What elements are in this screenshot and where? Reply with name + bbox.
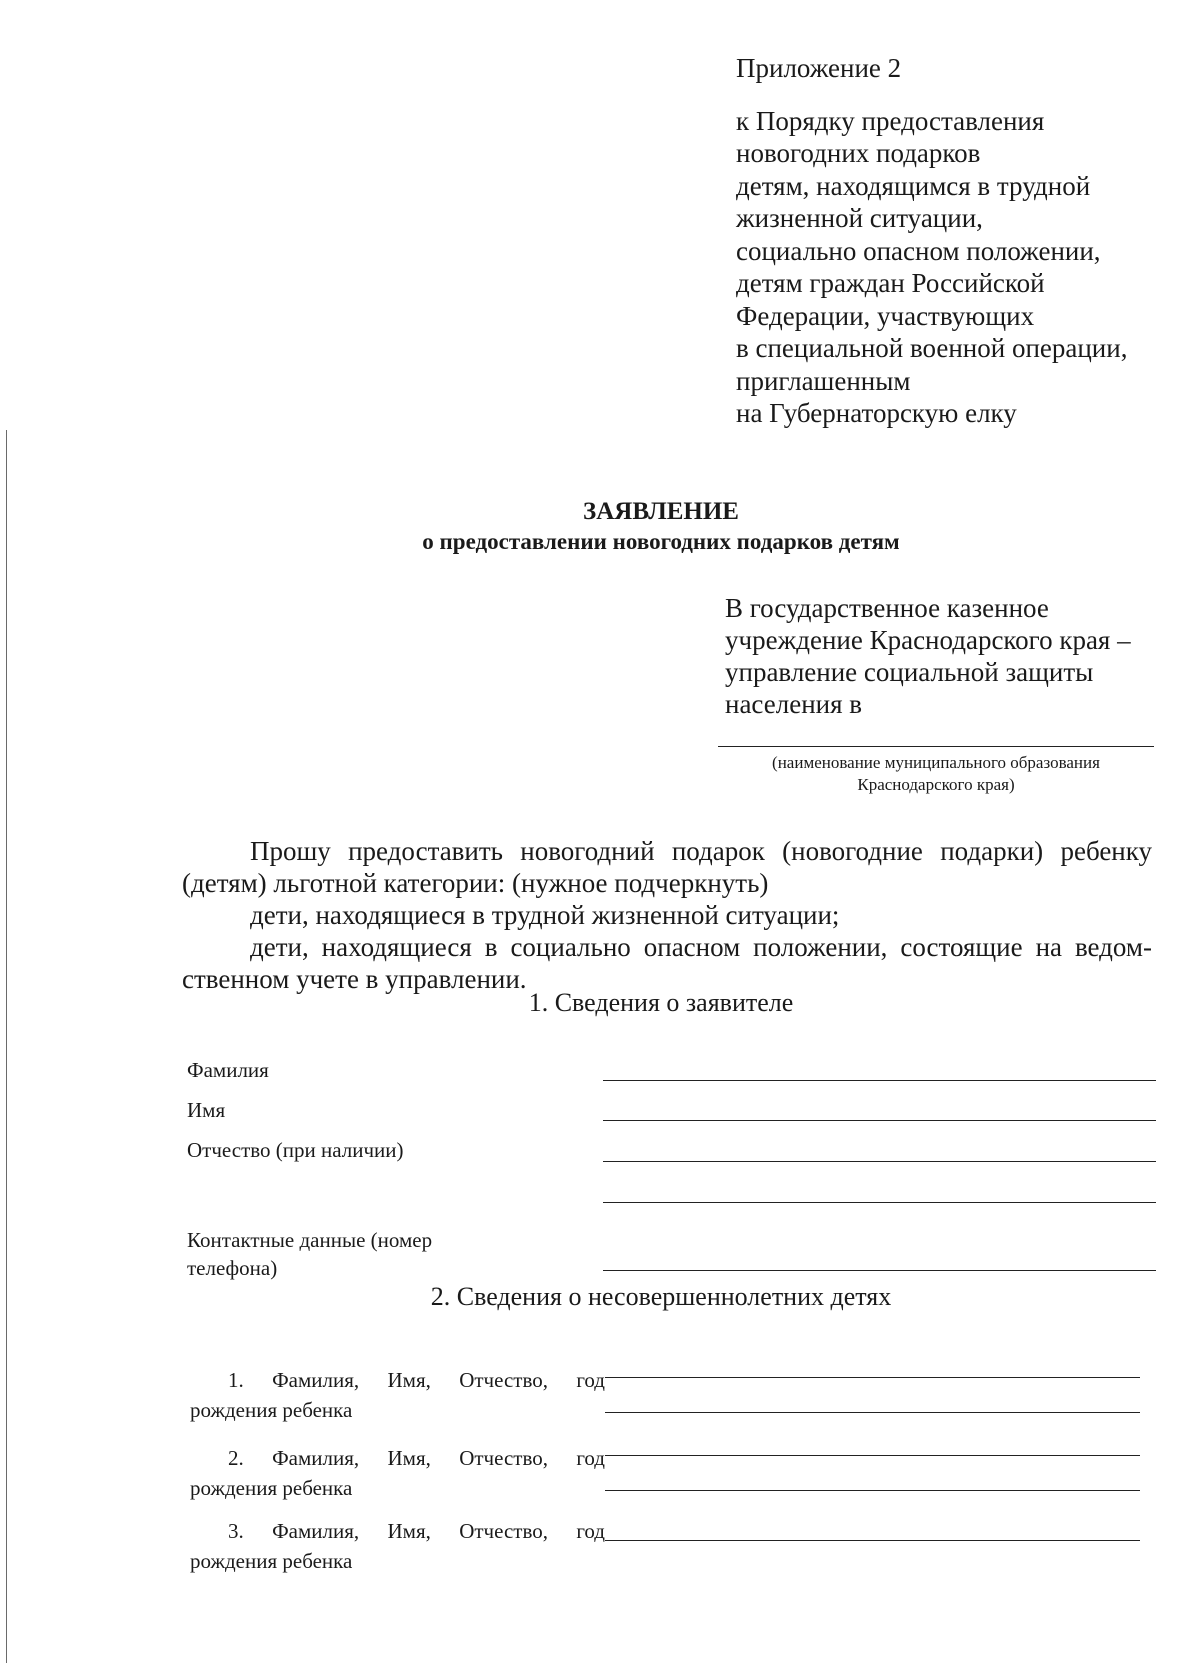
contact-label-line: Контактные данные (номер [187, 1228, 433, 1252]
name-label: Имя [187, 1098, 226, 1122]
annex-line: детям граждан Российской [736, 268, 1045, 298]
annex-line: к Порядку предоставления [736, 105, 1045, 136]
patronymic-input-line[interactable] [603, 1161, 1156, 1162]
annex-line: на Губернаторскую елку [736, 398, 1017, 428]
annex-number: Приложение 2 [736, 53, 902, 83]
category-option-difficult-situation[interactable]: дети, находящиеся в трудной жизненной ситуации; [250, 900, 840, 930]
annex-line: в специальной военной операции, [736, 333, 1128, 363]
caption-line: (наименование муниципального образования [772, 753, 1100, 772]
extra-input-line[interactable] [603, 1202, 1156, 1203]
annex-line: приглашенным [736, 365, 911, 396]
surname-input-line[interactable] [603, 1080, 1156, 1081]
document-title: ЗАЯВЛЕНИЕ [583, 498, 739, 525]
scan-edge-line [6, 430, 7, 1663]
caption-line: Краснодарского края) [857, 775, 1015, 794]
addressee-line: учреждение Краснодарского края – [725, 625, 1131, 655]
child-label-first: 2. Фамилия, Имя, Отчество, год [228, 1446, 605, 1470]
section2-heading: 2. Сведения о несовершеннолетних детях [430, 1282, 892, 1311]
section1-heading: 1. Сведения о заявителе [528, 988, 794, 1017]
annex-line: Федерации, участвующих [736, 300, 1035, 331]
addressee-line: населения в [725, 689, 863, 719]
annex-block [736, 52, 1176, 430]
contact-input-line[interactable] [603, 1270, 1156, 1271]
child-1-label [190, 1365, 605, 1425]
child-2-input-line[interactable] [605, 1455, 1140, 1456]
child-3-label [190, 1516, 605, 1576]
child-label-second: рождения ребенка [190, 1476, 353, 1500]
annex-line: новогодних подарков [736, 138, 981, 168]
surname-label: Фамилия [187, 1058, 269, 1082]
request-text [182, 835, 1152, 995]
category-option-dangerous-situation[interactable]: дети, находящиеся в социально опасном положении, состоящие на ведом- [250, 932, 1152, 962]
contact-label-line: телефона) [187, 1256, 278, 1280]
annex-line: социально опасном положении, [736, 235, 1101, 266]
category-option-dangerous-situation-cont[interactable]: ственном учете в управлении. [182, 964, 527, 994]
name-input-line[interactable] [603, 1120, 1156, 1121]
child-1-input-line-2[interactable] [605, 1412, 1140, 1413]
contact-label [187, 1226, 432, 1282]
municipality-input-line[interactable] [718, 746, 1154, 747]
child-2-input-line-2[interactable] [605, 1490, 1140, 1491]
addressee-line: управление социальной защиты [725, 657, 1094, 687]
request-line: (детям) льготной категории: (нужное подчеркнуть) [182, 868, 769, 898]
child-1-input-line[interactable] [605, 1377, 1140, 1378]
child-2-label [190, 1443, 605, 1503]
annex-line: детям, находящимся в трудной [736, 170, 1091, 201]
request-line: Прошу предоставить новогодний подарок (новогодние подарки) ребенку [250, 836, 1152, 866]
child-3-input-line[interactable] [605, 1540, 1140, 1541]
child-label-second: рождения ребенка [190, 1549, 353, 1573]
addressee-line: В государственное казенное [725, 593, 1049, 623]
patronymic-label: Отчество (при наличии) [187, 1138, 404, 1162]
child-label-second: рождения ребенка [190, 1398, 353, 1422]
annex-line: жизненной ситуации, [736, 203, 983, 233]
document-subtitle: о предоставлении новогодних подарков детям [422, 529, 900, 554]
child-label-first: 1. Фамилия, Имя, Отчество, год [228, 1368, 605, 1392]
child-label-first: 3. Фамилия, Имя, Отчество, год [228, 1519, 605, 1543]
addressee-block [725, 592, 1185, 720]
municipality-caption [718, 752, 1154, 796]
